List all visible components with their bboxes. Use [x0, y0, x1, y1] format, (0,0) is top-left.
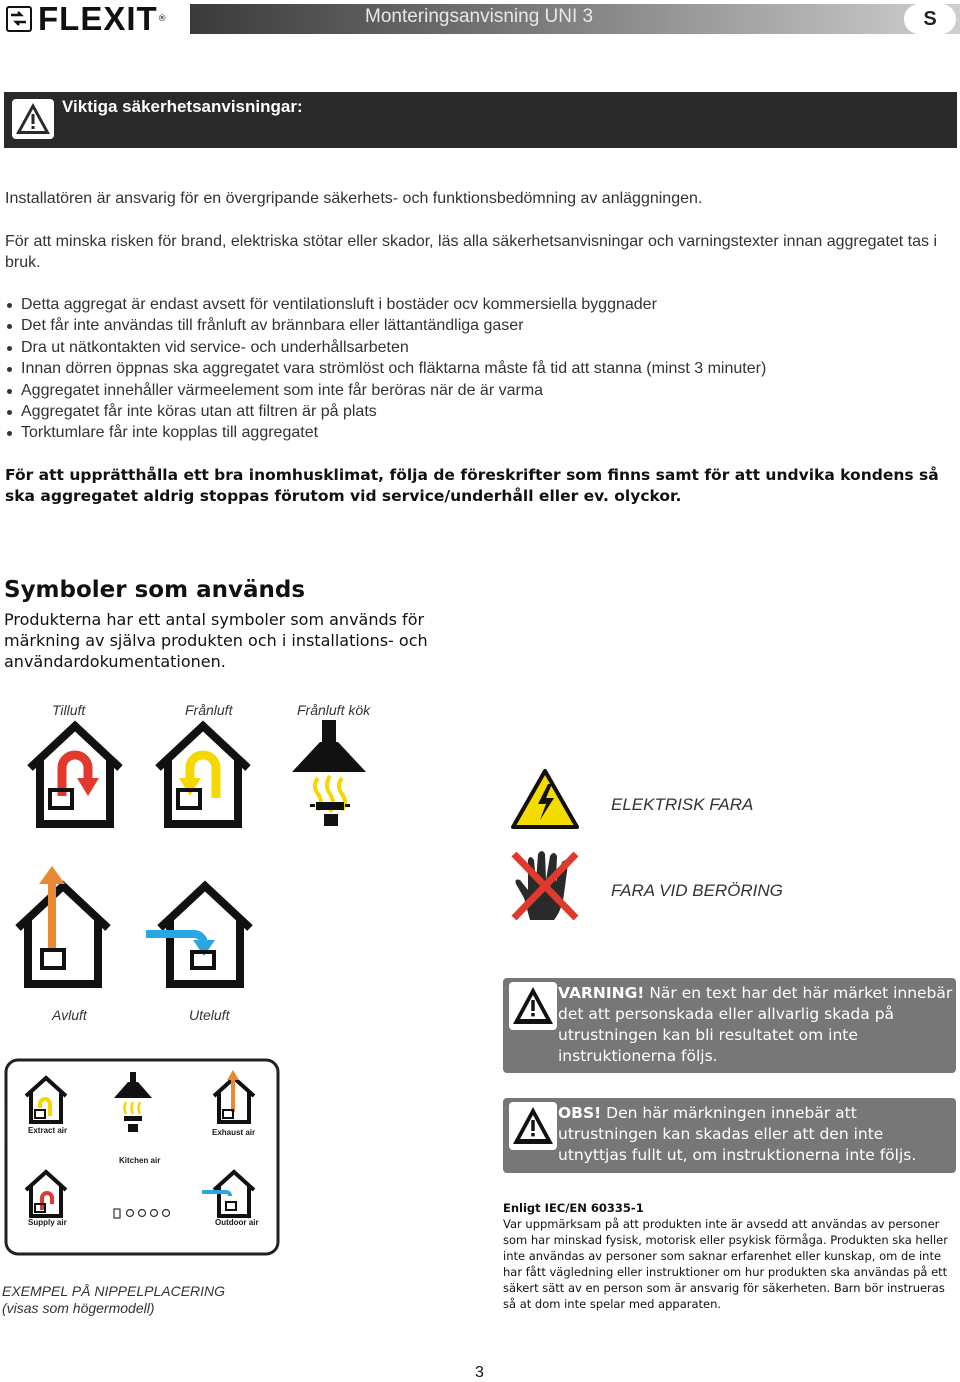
example-title: EXEMPEL PÅ NIPPELPLACERING — [2, 1283, 226, 1299]
warning-note-text — [558, 983, 953, 1067]
panel-supply-label: Supply air — [28, 1218, 67, 1227]
caution-triangle-icon — [509, 1102, 557, 1150]
obs-note-text — [558, 1103, 953, 1166]
list-item: Det får inte användas till frånluft av brännbara eller lättantändliga gaser — [4, 315, 944, 336]
list-item: Dra ut nätkontakten vid service- och underhållsarbeten — [4, 337, 944, 358]
avluft-label: Avluft — [52, 1007, 87, 1023]
tilluft-label: Tilluft — [52, 702, 86, 718]
panel-extract-label: Extract air — [28, 1126, 68, 1135]
franluft-label: Frånluft — [185, 702, 233, 718]
electric-hazard-label: ELEKTRISK FARA — [611, 795, 754, 814]
page-header — [0, 0, 960, 40]
warning-note — [503, 978, 956, 1073]
obs-body: Den här märkningen innebär att utrustningen kan skadas eller att den inte utnyttjas fullt ut, om instruktionerna inte följs. — [558, 1104, 917, 1164]
outdoor-air-icon — [146, 876, 266, 990]
iec-notice — [503, 1200, 955, 1312]
warning-triangle-icon — [12, 99, 54, 139]
iec-text: Var uppmärksam på att produkten inte är avsedd att användas av personer som har minskad fysisk, motorisk eller psykisk förmåga. Produkten ska heller inte användas av personer som saknar erfarenhet eller kunskap, om de inte har fått vägledning eller instruktioner om hur produkten ska användas på ett säkert sätt av en person som är ansvarig för säkerheten. Barn bör instrueras så at dom inte spelar med apparaten. — [503, 1217, 948, 1311]
panel-exhaust-label: Exhaust air — [212, 1128, 256, 1137]
kitchen-hood-icon — [290, 718, 370, 830]
safety-intro-1: Installatören är ansvarig för en övergripande säkerhets- och funktionsbedömning av anläggningen. — [5, 190, 703, 207]
safety-banner-title: Viktiga säkerhetsanvisningar: — [62, 97, 303, 116]
document-title: Monteringsanvisning UNI 3 — [365, 6, 594, 27]
list-item: Innan dörren öppnas ska aggregatet vara strömlöst och fläktarna måste få tid att stanna (minst 3 minuter) — [4, 358, 944, 379]
safety-intro-2: För att minska risken för brand, elektriska stötar eller skador, läs alla säkerhetsanvisningar och varningstexter innan aggregatet tas i bruk. — [5, 233, 938, 271]
safety-bullet-list — [4, 294, 944, 444]
list-item: Torktumlare får inte kopplas till aggregatet — [4, 422, 944, 443]
panel-outdoor-label: Outdoor air — [215, 1218, 259, 1227]
example-subtitle: (visas som högermodell) — [2, 1300, 155, 1316]
warning-triangle-icon — [509, 982, 557, 1030]
exhaust-air-icon — [10, 862, 116, 990]
list-item: Aggregatet innehåller värmeelement som inte får beröras när de är varma — [4, 380, 944, 401]
safety-banner — [4, 92, 957, 148]
uteluft-label: Uteluft — [189, 1007, 230, 1023]
panel-kitchen-label: Kitchen air — [119, 1156, 161, 1165]
symbols-heading: Symboler som används — [4, 577, 306, 603]
climate-note: För att upprätthålla ett bra inomhusklimat, följa de föreskrifter som finns samt för att undvika kondens så ska aggregatet aldrig stoppas förutom vid service/underhåll eller ev. olyckor. — [5, 466, 939, 505]
flexit-logo — [6, 0, 167, 37]
flexit-logo-icon — [6, 6, 32, 32]
obs-note — [503, 1098, 956, 1173]
registered-mark: ® — [157, 14, 167, 24]
do-not-touch-icon — [510, 848, 580, 924]
warning-label: VARNING! — [558, 984, 645, 1002]
list-item: Detta aggregat är endast avsett för ventilationsluft i bostäder ocv kommersiella byggnader — [4, 294, 944, 315]
supply-air-icon — [22, 718, 128, 830]
touch-hazard-label: FARA VID BERÖRING — [611, 881, 783, 900]
page-number: 3 — [475, 1364, 484, 1381]
list-item: Aggregatet får inte köras utan att filtren är på plats — [4, 401, 944, 422]
symbols-intro: Produkterna har ett antal symboler som används för märkning av själva produkten och i installations- och användardokumentationen. — [4, 610, 428, 671]
iec-title: Enligt IEC/EN 60335-1 — [503, 1201, 644, 1215]
electric-hazard-icon — [510, 768, 580, 830]
obs-label: OBS! — [558, 1104, 602, 1122]
warning-body: När en text har det här märket innebär det att personskada eller allvarlig skada på utrustningen kan bli resultatet om inte instruktionerna följs. — [558, 984, 953, 1065]
brand-name: FLEXIT — [38, 0, 158, 37]
extract-air-icon — [150, 718, 256, 830]
franluft-kok-label: Frånluft kök — [297, 702, 371, 718]
language-badge: S — [904, 4, 956, 34]
